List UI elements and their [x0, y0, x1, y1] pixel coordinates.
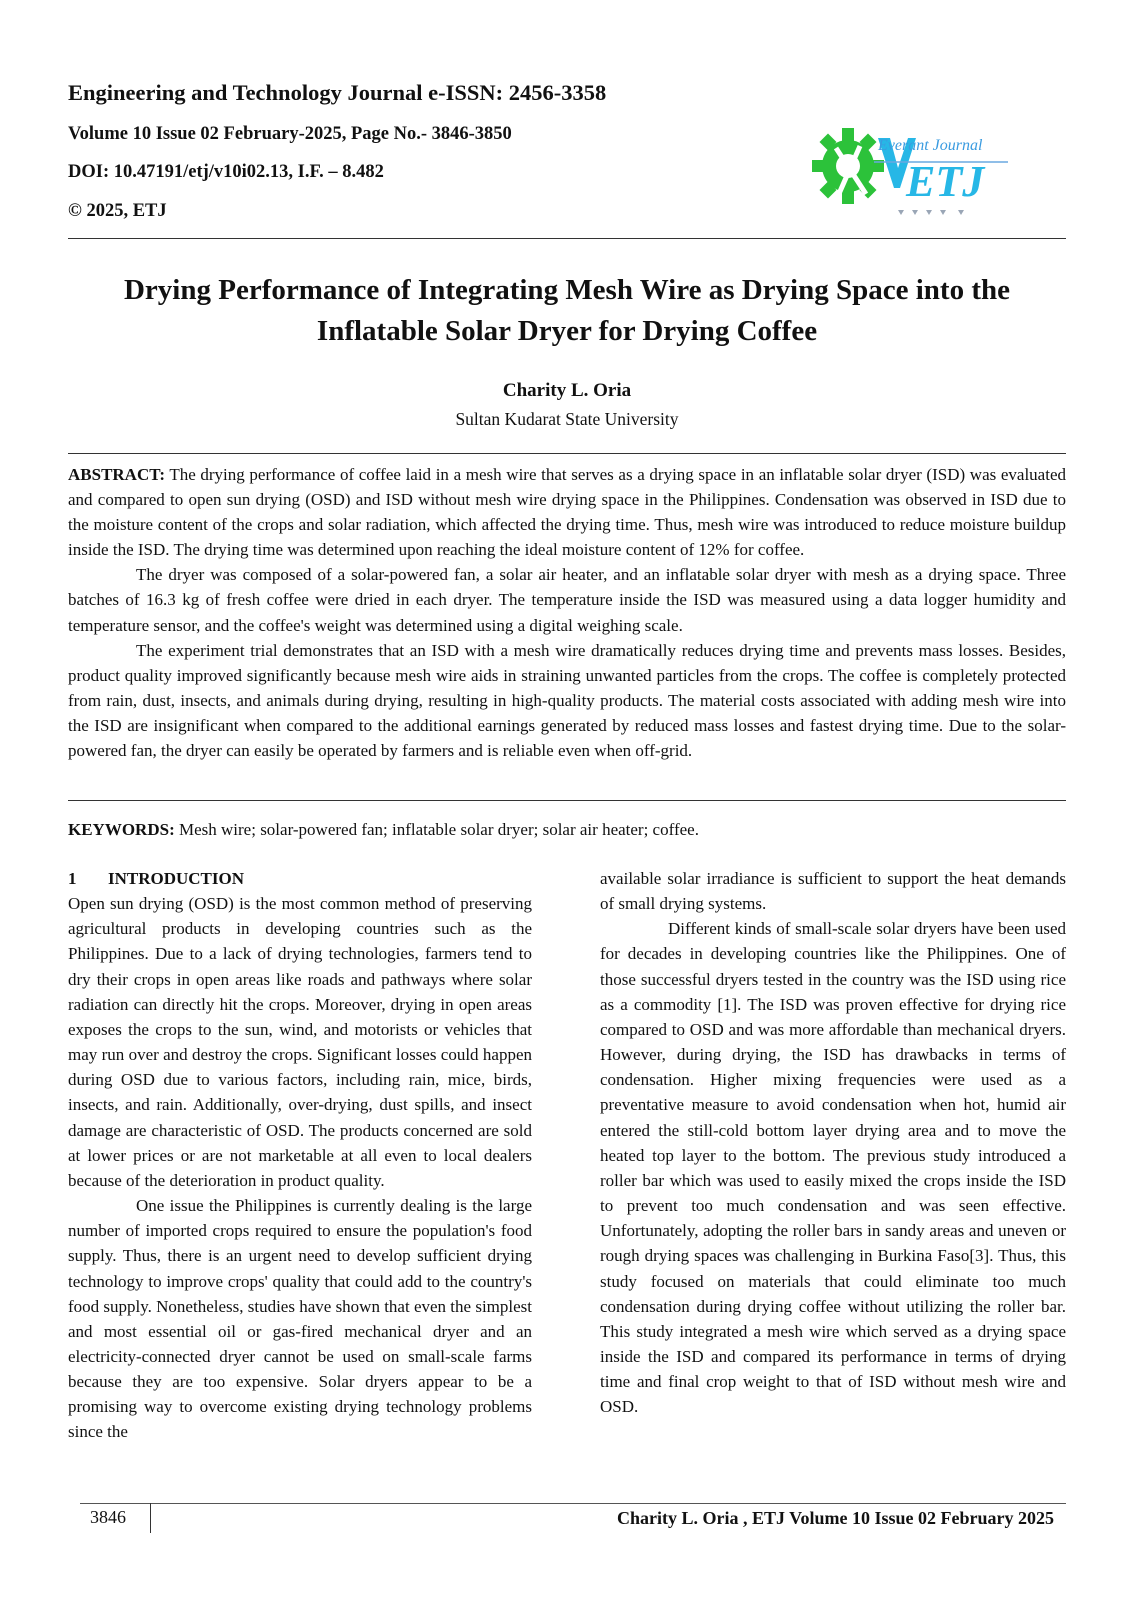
svg-text:ETJ: ETJ — [906, 157, 985, 206]
keywords-label: KEYWORDS: — [68, 820, 175, 839]
abstract-top-rule — [68, 453, 1066, 454]
author-affiliation: Sultan Kudarat State University — [455, 409, 679, 429]
title-line-1: Drying Performance of Integrating Mesh Wire as Drying Space into the — [123, 274, 1010, 306]
copyright: © 2025, ETJ — [68, 200, 167, 221]
journal-name: Engineering and Technology Journal e-ISSN: 2456-3358 — [68, 80, 607, 105]
keywords-text: Mesh wire; solar-powered fan; inflatable solar dryer; solar air heater; coffee. — [174, 820, 699, 839]
abstract — [68, 462, 1066, 763]
author-name: Charity L. Oria — [502, 380, 632, 401]
intro-paragraph-4: Different kinds of small-scale solar dryers have been used for decades in developing countries like the Philippines. One of those successful dryers tested in the country was the ISD using rice as a commodity [1]. The ISD was proven effective for drying rice compared to OSD and was more affordable than mechanical dryers. However, during drying, the ISD has drawbacks in terms of condensation. Higher mixing frequencies were used as a preventative measure to avoid condensation when hot, humid air entered the still-cold bottom layer drying area and to move the heated top layer to the bottom. The previous study introduced a roller bar which was used to easily mixed the crops inside the ISD to prevent too much condensation and was seen effective. Unfortunately, adopting the roller bars in sandy areas and uneven or rough drying spaces was challenging in Burkina Faso[3]. Thus, this study focused on materials that could eliminate too much condensation during drying coffee without utilizing the roller bar. This study integrated a mesh wire which served as a drying space inside the ISD and compared its performance in terms of drying time and final crop weight to that of ISD without mesh wire and OSD. — [600, 919, 1066, 1417]
etj-logo — [808, 118, 1020, 224]
intro-paragraph-2: One issue the Philippines is currently dealing is the large number of imported crops required to ensure the population's food supply. Thus, there is an urgent need to develop sufficient drying technology to improve crops' quality that could add to the country's food supply. Nonetheless, studies have shown that even the simplest and most essential oil or gas-fired mechanical dryer and an electricity-connected dryer cannot be used on small-scale farms because they are too expensive. Solar dryers appear to be a promising way to overcome existing drying technology problems since the — [68, 1196, 532, 1442]
section-heading — [68, 866, 532, 891]
intro-paragraph-3: available solar irradiance is sufficient to support the heat demands of small drying systems. — [600, 869, 1066, 914]
journal-header — [68, 72, 668, 220]
header-rule — [68, 238, 1066, 239]
abstract-paragraph-2: The dryer was composed of a solar-powered fan, a solar air heater, and an inflatable solar dryer with mesh as a drying space. Three batches of 16.3 kg of fresh coffee were dried in each dryer. The temperature inside the ISD was measured using a data logger humidity and temperature sensor, and the coffee's weight was determined using a digital weighing scale. — [68, 565, 1066, 635]
abstract-label: ABSTRACT: — [68, 465, 165, 484]
section-title: INTRODUCTION — [108, 869, 245, 888]
title-line-2: Inflatable Solar Dryer for Drying Coffee — [316, 315, 818, 347]
doi-info: DOI: 10.47191/etj/v10i02.13, I.F. – 8.482 — [68, 162, 384, 182]
left-column — [68, 866, 532, 1445]
keywords — [68, 818, 1066, 842]
abstract-paragraph-1: The drying performance of coffee laid in a mesh wire that serves as a drying space in an inflatable solar dryer (ISD) was evaluated and compared to open sun drying (OSD) and ISD without mesh wire drying space in the Philippines. Condensation was observed in ISD due to the moisture content of the crops and solar radiation, which affected the drying time. Thus, mesh wire was introduced to reduce moisture buildup inside the ISD. The drying time was determined upon reaching the ideal moisture content of 12% for coffee. — [68, 465, 1066, 560]
footer-rule — [80, 1503, 1066, 1504]
abstract-paragraph-3: The experiment trial demonstrates that an ISD with a mesh wire dramatically reduces drying time and prevents mass losses. Besides, product quality improved significantly because mesh wire aids in straining unwanted particles from the crops. The coffee is completely protected from rain, dust, insects, and animals during drying, resulting in high-quality products. The material costs associated with adding mesh wire into the ISD are insignificant when compared to the additional earnings generated by reduced mass losses and fastest drying time. Due to the solar-powered fan, the dryer can easily be operated by farmers and is reliable even when off-grid. — [68, 640, 1066, 761]
footer-citation: Charity L. Oria , ETJ Volume 10 Issue 02 February 2025 — [616, 1508, 1054, 1528]
page-number: 3846 — [90, 1507, 126, 1527]
volume-info: Volume 10 Issue 02 February-2025, Page No.- 3846-3850 — [68, 123, 512, 144]
right-column — [600, 866, 1066, 1419]
section-number: 1 — [68, 869, 77, 888]
keywords-rule — [68, 800, 1066, 801]
svg-text:Everant Journal: Everant Journal — [878, 137, 983, 154]
paper-title — [68, 270, 1066, 352]
footer-divider — [150, 1503, 151, 1533]
intro-paragraph-1: Open sun drying (OSD) is the most common method of preserving agricultural products in developing countries such as the Philippines. Due to a lack of drying technologies, farmers tend to dry their crops in open areas like roads and pathways where solar radiation can directly hit the crops. Moreover, drying in open areas exposes the crops to the sun, wind, and motorists or vehicles that may run over and destroy the crops. Significant losses could happen during OSD due to various factors, including rain, mice, birds, insects, and rain. Additionally, over-drying, dust spills, and insect damage are characteristic of OSD. The products concerned are sold at lower prices or are not marketable at all even to local dealers because of the deterioration in product quality. — [68, 894, 532, 1190]
